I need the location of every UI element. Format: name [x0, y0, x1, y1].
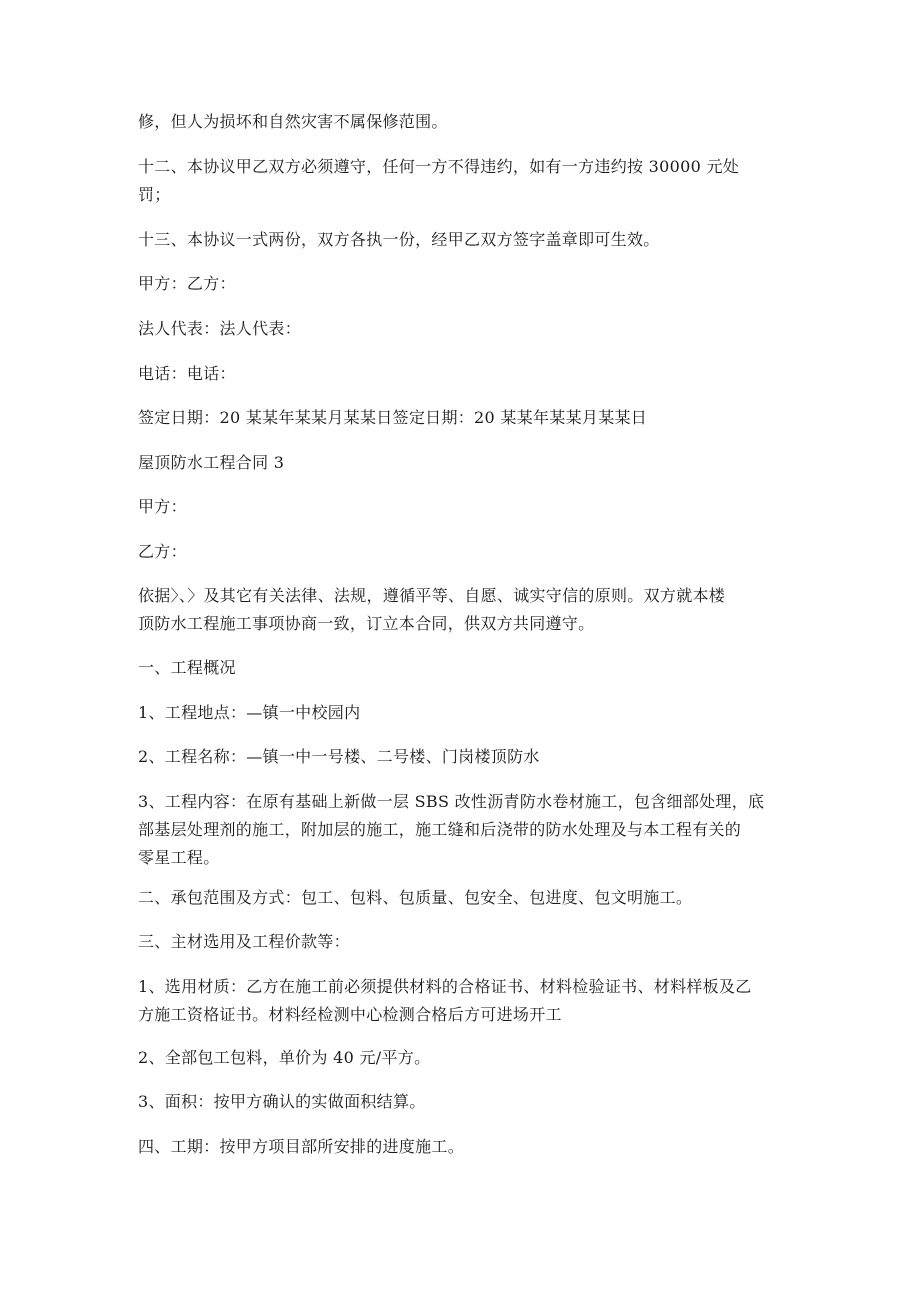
paragraph-contract-scope [138, 884, 788, 912]
paragraph-party-b [138, 538, 788, 566]
text-line: 顶防水工程施工事项协商一致，订立本合同，供双方共同遵守。 [138, 614, 595, 633]
paragraph-area [138, 1088, 788, 1116]
paragraph-legal-representatives [138, 315, 788, 343]
text-line: 1、选用材质：乙方在施工前必须提供材料的合格证书、材料检验证书、材料样板及乙 [138, 977, 752, 996]
text-line: 依据〉、〉及其它有关法律、法规，遵循平等、自愿、诚实守信的原则。双方就本楼 [138, 586, 726, 605]
text-line: 修，但人为损坏和自然灾害不属保修范围。 [138, 112, 448, 131]
text-line: 二、承包范围及方式：包工、包料、包质量、包安全、包进度、包文明施工。 [138, 888, 693, 907]
paragraph-project-location [138, 699, 788, 727]
paragraph-basis [138, 582, 788, 638]
text-line: 签定日期：20 某某年某某月某某日签定日期：20 某某年某某月某某日 [138, 408, 648, 427]
text-line: 屋顶防水工程合同 3 [138, 453, 285, 472]
paragraph-party-a [138, 493, 788, 521]
text-line: 法人代表：法人代表： [138, 319, 302, 338]
text-line: 十二、本协议甲乙双方必须遵守，任何一方不得违约，如有一方违约按 30000 元处 [138, 157, 740, 176]
text-line: 零星工程。 [138, 848, 220, 867]
paragraph-project-content [138, 788, 788, 872]
section-title [138, 449, 788, 477]
paragraph-clause-12 [138, 153, 788, 209]
text-line: 甲方： [138, 497, 187, 516]
paragraph-schedule [138, 1133, 788, 1161]
paragraph-warranty-scope [138, 108, 788, 136]
paragraph-material-selection [138, 973, 788, 1029]
heading-project-overview [138, 654, 788, 682]
text-line: 四、工期：按甲方项目部所安排的进度施工。 [138, 1137, 465, 1156]
paragraph-signing-dates [138, 404, 788, 432]
text-line: 电话：电话： [138, 364, 236, 383]
text-line: 十三、本协议一式两份，双方各执一份，经甲乙双方签字盖章即可生效。 [138, 230, 660, 249]
text-line: 部基层处理剂的施工，附加层的施工，施工缝和后浇带的防水处理及与本工程有关的 [138, 820, 742, 839]
text-line: 罚； [138, 185, 171, 204]
heading-materials-and-price [138, 928, 788, 956]
text-line: 三、主材选用及工程价款等： [138, 932, 350, 951]
text-line: 方施工资格证书。材料经检测中心检测合格后方可进场开工 [138, 1005, 562, 1024]
text-line: 2、工程名称：—镇一中一号楼、二号楼、门岗楼顶防水 [138, 747, 540, 766]
text-line: 乙方： [138, 542, 187, 561]
text-line: 1、工程地点：—镇一中校园内 [138, 703, 361, 722]
paragraph-unit-price [138, 1044, 788, 1072]
text-line: 3、面积：按甲方确认的实做面积结算。 [138, 1092, 426, 1111]
paragraph-party-labels [138, 270, 788, 298]
paragraph-phones [138, 360, 788, 388]
paragraph-clause-13 [138, 226, 788, 254]
text-line: 3、工程内容：在原有基础上新做一层 SBS 改性沥青防水卷材施工，包含细部处理，底 [138, 792, 765, 811]
paragraph-project-name [138, 743, 788, 771]
text-line: 一、工程概况 [138, 658, 236, 677]
text-line: 甲方：乙方： [138, 274, 236, 293]
text-line: 2、全部包工包料，单价为 40 元/平方。 [138, 1048, 431, 1067]
